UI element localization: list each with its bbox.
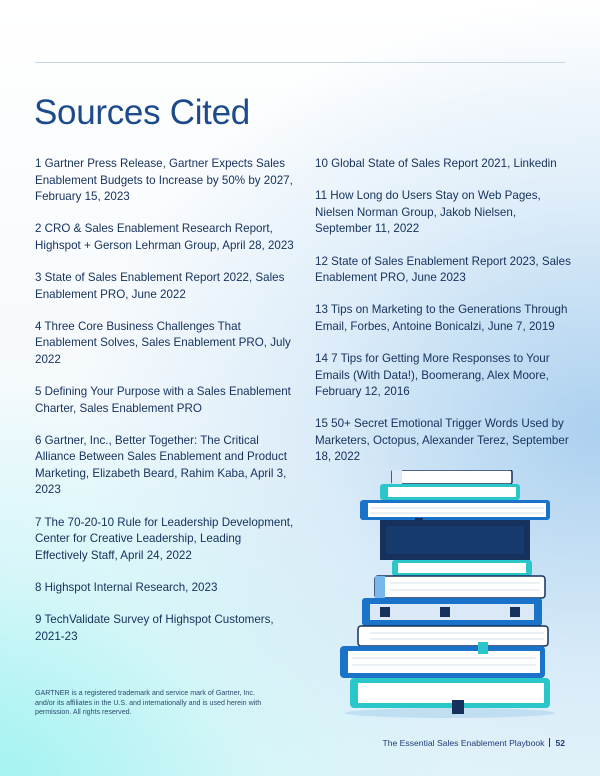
source-item: 1 Gartner Press Release, Gartner Expects Sales Enablement Budgets to Increase by 50% by 2027, February 15, 2023: [35, 157, 293, 203]
source-item: 13 Tips on Marketing to the Generations Through Email, Forbes, Antoine Bonicalzi, June 7, 2019: [315, 303, 568, 333]
page-title: Sources Cited: [34, 93, 250, 132]
source-item: 8 Highspot Internal Research, 2023: [35, 581, 218, 595]
source-item: 10 Global State of Sales Report 2021, Linkedin: [315, 157, 557, 170]
trademark-notice: GARTNER is a registered trademark and service mark of Gartner, Inc. and/or its affiliates in the U.S. and internationally and is used herein with permission. All rights reserved.: [35, 689, 262, 717]
page-number: 52: [555, 738, 565, 748]
stack-of-books-icon: [340, 470, 570, 720]
sources-column-right: [315, 156, 575, 482]
source-item: 5 Defining Your Purpose with a Sales Enablement Charter, Sales Enablement PRO: [35, 385, 291, 415]
source-item: 15 50+ Secret Emotional Trigger Words Used by Marketers, Octopus, Alexander Terez, September 18, 2022: [315, 417, 569, 464]
source-item: 11 How Long do Users Stay on Web Pages, Nielsen Norman Group, Jakob Nielsen, September 11, 2022: [315, 189, 541, 236]
source-item: 14 7 Tips for Getting More Responses to Your Emails (With Data!), Boomerang, Alex Moore, February 12, 2016: [315, 352, 550, 399]
source-item: 3 State of Sales Enablement Report 2022, Sales Enablement PRO, June 2022: [35, 271, 285, 301]
source-item: 9 TechValidate Survey of Highspot Customers, 2021-23: [35, 613, 274, 643]
source-item: 2 CRO & Sales Enablement Research Report, Highspot + Gerson Lehrman Group, April 28, 2023: [35, 222, 294, 252]
sources-column-left: [35, 156, 297, 661]
source-item: 6 Gartner, Inc., Better Together: The Critical Alliance Between Sales Enablement and Product Marketing, Elizabeth Beard, Rahim Kaba, April 3, 2023: [35, 433, 287, 497]
source-item: 7 The 70-20-10 Rule for Leadership Development, Center for Creative Leadership, Leading Effectively Staff, April 24, 2022: [35, 515, 294, 562]
page-footer: [382, 738, 565, 748]
footer-doc-title: The Essential Sales Enablement Playbook: [382, 738, 545, 748]
source-item: 4 Three Core Business Challenges That Enablement Solves, Sales Enablement PRO, July 2022: [35, 319, 291, 366]
footer-separator: [549, 738, 550, 747]
source-item: 12 State of Sales Enablement Report 2023, Sales Enablement PRO, June 2023: [315, 254, 571, 285]
top-divider: [35, 62, 565, 63]
